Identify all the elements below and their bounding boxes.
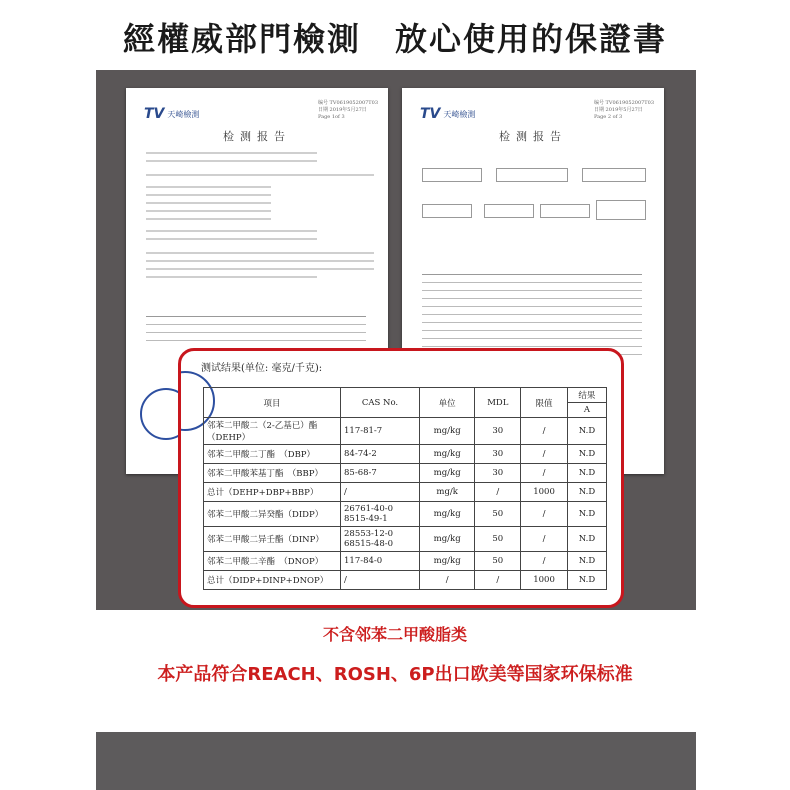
cell-item: 总计（DIDP+DINP+DNOP） — [204, 571, 341, 590]
note-line-1: 不含邻苯二甲酸脂类 — [322, 625, 467, 644]
ref-line: Page 1of 3 — [317, 114, 345, 120]
callout-title: 测试结果(单位: 毫克/千克): — [201, 363, 323, 374]
cell-result: N.D — [567, 418, 606, 445]
cell-cas: 26761-40-0 8515-49-1 — [341, 502, 420, 527]
header-result-sub: A — [567, 403, 606, 418]
table-row — [204, 445, 607, 464]
cell-result: N.D — [567, 502, 606, 527]
cell-mdl: 30 — [475, 464, 521, 483]
cell-unit: mg/kg — [420, 418, 475, 445]
header-result: 结果 — [567, 388, 606, 403]
table-row — [204, 418, 607, 445]
cell-mdl: / — [475, 571, 521, 590]
ref-line: 日期 2019年5月27日 — [593, 107, 643, 113]
logo-name: 天崎檢測 — [443, 109, 476, 119]
cell-cas: 84-74-2 — [341, 445, 420, 464]
report-mini-table — [146, 316, 366, 341]
cell-item: 邻苯二甲酸二异癸酯（DIDP） — [204, 502, 341, 527]
bottom-photo-edge — [96, 732, 696, 790]
cell-unit: mg/kg — [420, 552, 475, 571]
headline: 經權威部門檢測 放心使用的保證書 — [122, 20, 667, 58]
results-callout — [178, 348, 624, 608]
cell-limit: / — [521, 464, 568, 483]
cell-result: N.D — [567, 445, 606, 464]
header-item: 项目 — [204, 388, 341, 418]
header-limit: 限值 — [521, 388, 568, 418]
report-mini-table — [422, 274, 642, 355]
cell-cas: 85-68-7 — [341, 464, 420, 483]
cell-limit: 1000 — [521, 483, 568, 502]
table-row — [204, 483, 607, 502]
cell-cas: 117-84-0 — [341, 552, 420, 571]
ref-line: 编号 TV0619052007T03 — [317, 100, 378, 106]
cell-mdl: / — [475, 483, 521, 502]
note-line-2: 本产品符合REACH、ROSH、6P出口欧美等国家环保标准 — [157, 664, 633, 685]
ref-line: 日期 2019年5月27日 — [317, 107, 367, 113]
cell-limit: / — [521, 445, 568, 464]
cell-limit: 1000 — [521, 571, 568, 590]
table-row — [204, 464, 607, 483]
logo-mark: TV — [420, 106, 441, 122]
cell-unit: mg/kg — [420, 502, 475, 527]
cell-cas: 28553-12-0 68515-48-0 — [341, 527, 420, 552]
cell-unit: mg/kg — [420, 445, 475, 464]
report-ref — [594, 100, 654, 121]
cell-result: N.D — [567, 552, 606, 571]
logo — [420, 106, 475, 122]
test-flowchart — [422, 152, 644, 262]
results-table — [203, 387, 607, 590]
cell-result: N.D — [567, 464, 606, 483]
ref-line: 编号 TV0619052007T03 — [593, 100, 654, 106]
header-mdl: MDL — [475, 388, 521, 418]
cell-limit: / — [521, 502, 568, 527]
cell-item: 邻苯二甲酸二丁酯 （DBP） — [204, 445, 341, 464]
cell-cas: 117-81-7 — [341, 418, 420, 445]
logo-mark: TV — [144, 106, 165, 122]
cell-result: N.D — [567, 527, 606, 552]
cell-mdl: 30 — [475, 418, 521, 445]
ref-line: Page 2 of 3 — [593, 114, 623, 120]
report-title: 检测报告 — [499, 130, 567, 143]
cell-item: 邻苯二甲酸二（2-乙基已）酯（DEHP） — [204, 418, 341, 445]
cell-result: N.D — [567, 483, 606, 502]
cell-unit: mg/k — [420, 483, 475, 502]
cell-limit: / — [521, 527, 568, 552]
cell-limit: / — [521, 552, 568, 571]
cell-cas: / — [341, 571, 420, 590]
table-row — [204, 527, 607, 552]
table-row — [204, 552, 607, 571]
logo-name: 天崎檢測 — [167, 109, 200, 119]
table-row — [204, 571, 607, 590]
cell-limit: / — [521, 418, 568, 445]
cell-item: 邻苯二甲酸二异壬酯（DINP） — [204, 527, 341, 552]
report-title: 检测报告 — [223, 130, 291, 143]
cell-cas: / — [341, 483, 420, 502]
cell-unit: / — [420, 571, 475, 590]
cell-mdl: 50 — [475, 527, 521, 552]
cell-unit: mg/kg — [420, 464, 475, 483]
logo — [144, 106, 199, 122]
cell-mdl: 30 — [475, 445, 521, 464]
cell-mdl: 50 — [475, 502, 521, 527]
cell-unit: mg/kg — [420, 527, 475, 552]
report-ref — [318, 100, 378, 121]
header-cas: CAS No. — [341, 388, 420, 418]
cell-item: 邻苯二甲酸苯基丁酯 （BBP） — [204, 464, 341, 483]
cell-item: 邻苯二甲酸二辛酯 （DNOP） — [204, 552, 341, 571]
report-body-text — [146, 152, 374, 284]
cell-mdl: 50 — [475, 552, 521, 571]
cell-item: 总计（DEHP+DBP+BBP） — [204, 483, 341, 502]
table-row — [204, 502, 607, 527]
header-unit: 单位 — [420, 388, 475, 418]
cell-result: N.D — [567, 571, 606, 590]
